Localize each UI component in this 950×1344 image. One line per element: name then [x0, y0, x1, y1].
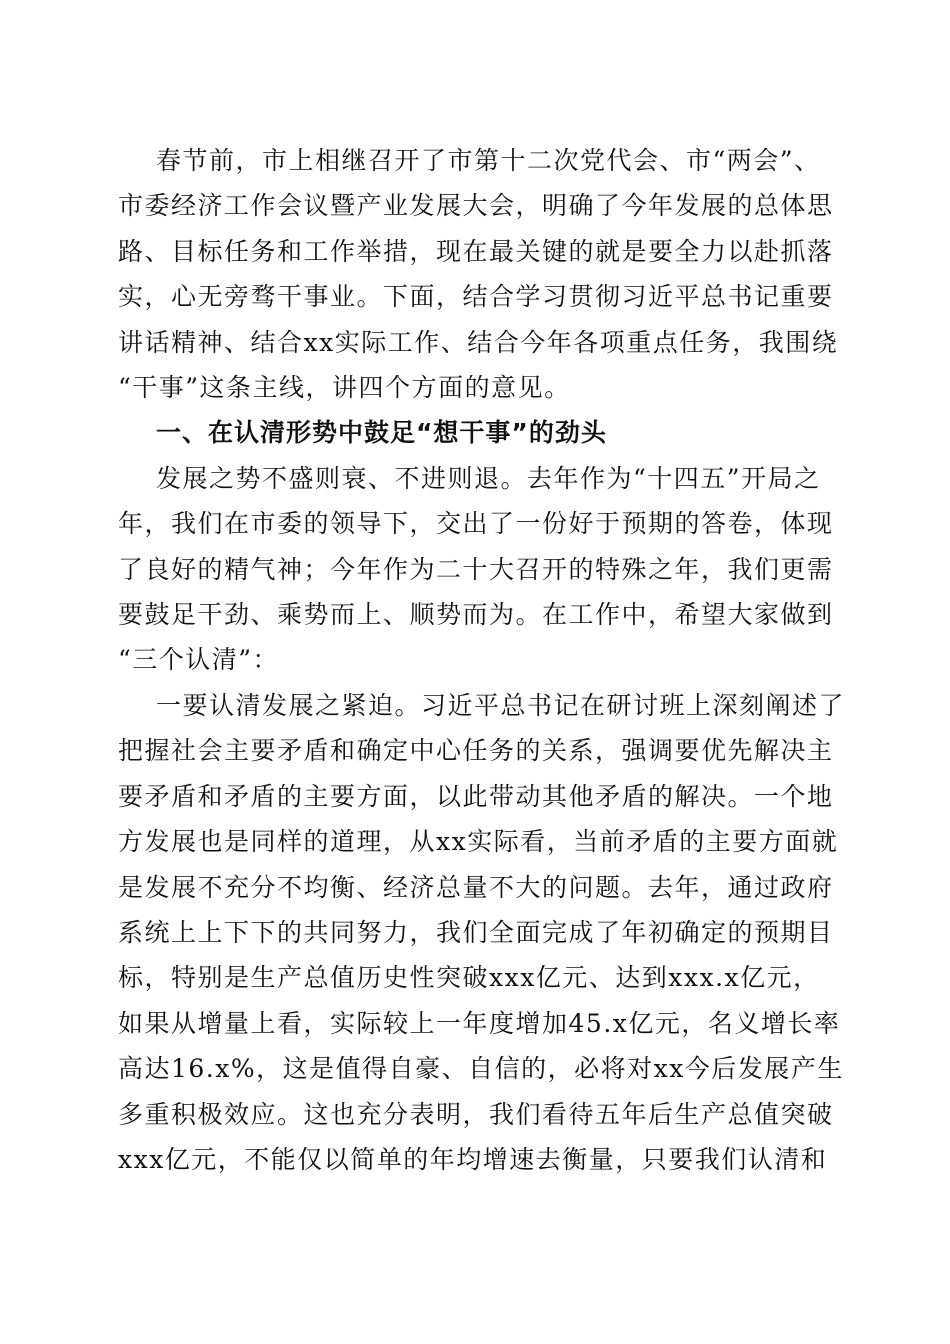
document-body	[118, 138, 846, 1182]
text-line: 实，心无旁骛干事业。下面，结合学习贯彻习近平总书记重要	[118, 282, 834, 312]
text-line: 一要认清发展之紧迫。习近平总书记在研讨班上深刻阐述了	[156, 690, 846, 720]
section-heading	[118, 410, 830, 455]
heading-text: 一、在认清形势中鼓足“想干事”的劲头	[156, 418, 607, 448]
text-line: 系统上上下下的共同努力，我们全面完成了年初确定的预期目	[118, 917, 834, 947]
text-line: 年，我们在市委的领导下，交出了一份好于预期的答卷，体现	[118, 509, 834, 539]
text-line: 发展之势不盛则衰、不进则退。去年作为“十四五”开局之	[156, 463, 821, 493]
text-line: 春节前，市上相继召开了市第十二次党代会、市“两会”、	[156, 146, 821, 175]
text-line: 要矛盾和矛盾的主要方面，以此带动其他矛盾的解决。一个地	[118, 781, 834, 811]
paragraph-urgency	[118, 683, 846, 1182]
paragraph-situation	[118, 456, 834, 683]
text-line: 讲话精神、结合xx实际工作、结合今年各项重点任务，我围绕	[118, 327, 839, 357]
paragraph-intro	[118, 138, 839, 410]
text-line: 高达16.x%，这是值得自豪、自信的，必将对xx今后发展产生	[118, 1054, 844, 1084]
text-line: xxx亿元，不能仅以简单的年均增速去衡量，只要我们认清和	[118, 1144, 828, 1174]
text-line: 多重积极效应。这也充分表明，我们看待五年后生产总值突破	[118, 1099, 834, 1129]
text-line: 了良好的精气神；今年作为二十大召开的特殊之年，我们更需	[118, 554, 834, 584]
text-line: 是发展不充分不均衡、经济总量不大的问题。去年，通过政府	[118, 872, 834, 902]
text-line: “干事”这条主线，讲四个方面的意见。	[118, 373, 571, 403]
text-line: 路、目标任务和工作举措，现在最关键的就是要全力以赴抓落	[118, 236, 834, 266]
text-line: 标，特别是生产总值历史性突破xxx亿元、达到xxx.x亿元，	[118, 963, 820, 993]
text-line: 要鼓足干劲、乘势而上、顺势而为。在工作中，希望大家做到	[118, 600, 834, 630]
text-line: 如果从增量上看，实际较上一年度增加45.x亿元，名义增长率	[118, 1008, 841, 1038]
text-line: “三个认清”：	[118, 645, 280, 675]
text-line: 方发展也是同样的道理，从xx实际看，当前矛盾的主要方面就	[118, 827, 839, 857]
text-line: 市委经济工作会议暨产业发展大会，明确了今年发展的总体思	[118, 191, 834, 221]
text-line: 把握社会主要矛盾和确定中心任务的关系，强调要优先解决主	[118, 736, 834, 766]
